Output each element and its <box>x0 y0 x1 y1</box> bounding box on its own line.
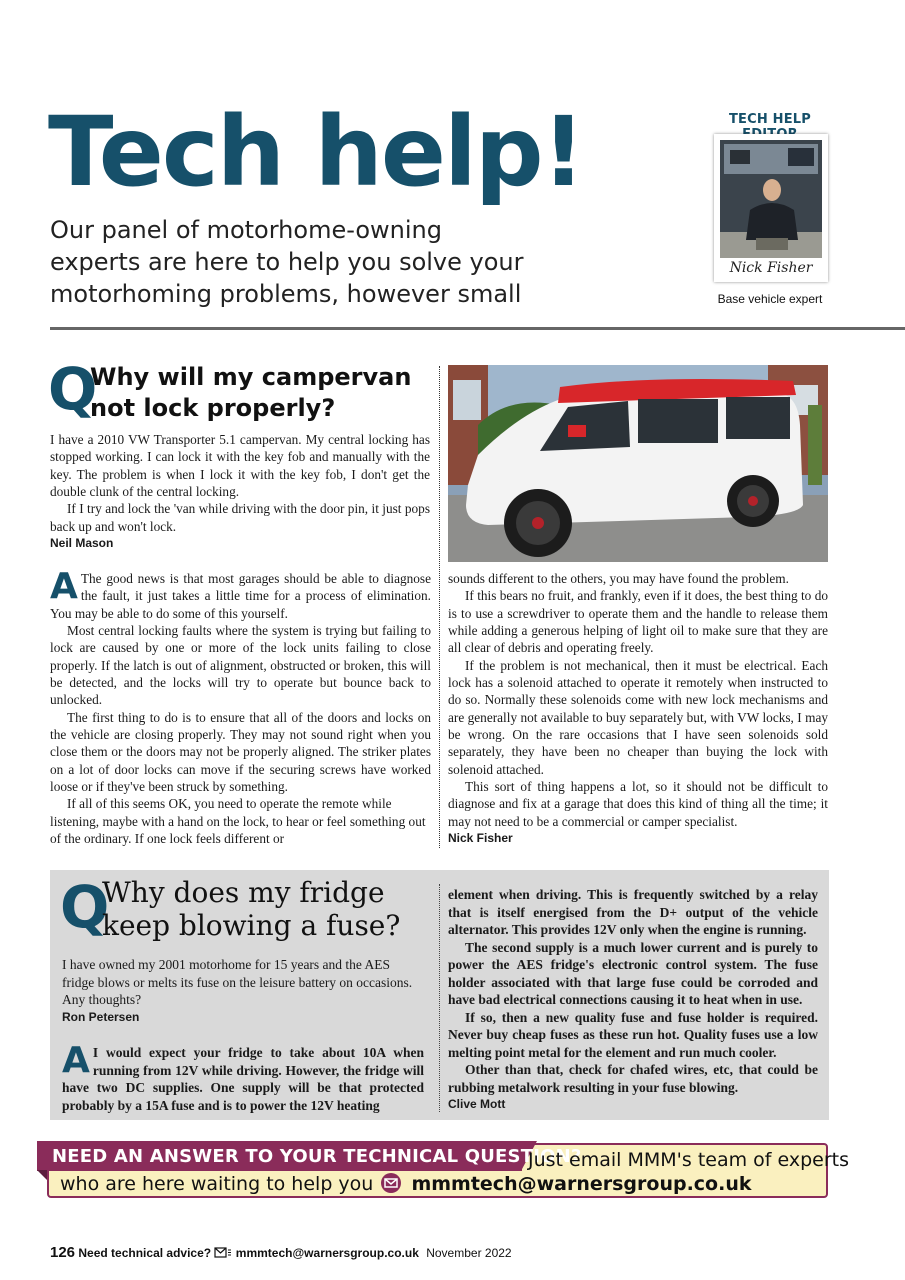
question-marker: Q <box>48 355 98 423</box>
answer-paragraph: The good news is that most garages should be able to diagnose the fault, it just takes a little time for a process of elimination. You may be able to do some of this yourself. <box>50 571 431 621</box>
answer-paragraph: If this bears no fruit, and frankly, even if it does, the best thing to do is to use a screwdriver to operate them and the handle to release them while adding a generous helping of light oil to make sure that they are all clear of debris and operating freely. <box>448 588 828 656</box>
answer-paragraph: Most central locking faults where the system is trying but failing to lock are caused by one or more of the lock units failing to close properly. If the latch is out of alignment, obstructed or broken, this will be detected, and the locks will try to operate but bounce back to unlocked. <box>50 623 431 708</box>
email-icon <box>381 1173 401 1193</box>
campervan-illustration <box>448 365 828 562</box>
editor-photo-illustration <box>720 140 822 258</box>
answer-paragraph: If all of this seems OK, you need to operate the remote while listening, maybe with a hand on the lock, to hear or feel something out of the ordinary. If one lock feels different or <box>50 796 426 847</box>
answer-paragraph: The second supply is a much lower current and is purely to power the AES fridge's electronic control system. The fuse holder associated with that large fuse could be corroded and have bad electrical connections causing it to heat when in use. <box>448 939 818 1007</box>
answer-paragraph: If so, then a new quality fuse and fuse holder is required. Never buy cheap fuses as these run hot. Quality fuses use a low melting point metal for the element and run much cooler. <box>448 1009 818 1060</box>
answer-paragraph: element when driving. This is frequently switched by a relay that is itself energised from the D+ output of the vehicle alternator. This provides 12V only when the engine is running. <box>448 887 818 937</box>
panel-column-divider <box>439 884 440 1112</box>
answer-1-right-column <box>448 570 828 848</box>
question-paragraph: I have a 2010 VW Transporter 5.1 campervan. My central locking has stopped working. I can lock it with the key fob and manually with the key. The problem is when I lock it with the key fob, I don't get the double clunk of the central locking. <box>50 432 430 500</box>
answer-2-right-column <box>448 886 818 1114</box>
cta-email-link[interactable]: mmmtech@warnersgroup.co.uk <box>411 1173 752 1195</box>
question-paragraph: I have owned my 2001 motorhome for 15 years and the AES fridge blows or melts its fuse on the leisure battery on occasions. Any thoughts? <box>62 957 413 1007</box>
cta-tab-fold <box>37 1170 47 1180</box>
answer-paragraph: sounds different to the others, you may have found the problem. <box>448 571 789 586</box>
page-title: Tech help! <box>48 96 584 208</box>
answer-marker: A <box>62 1040 90 1081</box>
footer-email-link[interactable]: mmmtech@warnersgroup.co.uk <box>235 1246 419 1260</box>
question-2-heading: Why does my fridge keep blowing a fuse? <box>102 876 401 942</box>
page-subtitle: Our panel of motorhome-owning experts are here to help you solve your motorhoming problems, however small <box>50 216 524 308</box>
editor-photo <box>720 140 822 258</box>
answer-paragraph: Other than that, check for chafed wires, etc, that could be rubbing metalwork resulting in your fuse blowing. <box>448 1062 818 1095</box>
question-2-author: Ron Petersen <box>62 1009 140 1024</box>
question-paragraph: If I try and lock the 'van while driving with the door pin, it just pops back up and won't lock. <box>50 501 430 534</box>
answer-2-left-column <box>62 1040 424 1114</box>
editor-role: Base vehicle expert <box>717 292 823 306</box>
answer-paragraph: If the problem is not mechanical, then it must be electrical. Each lock has a solenoid attached to operate it remotely when instructed to do so. Normally these solenoids come with new lock mechanisms and are generally not available to buy separately but, with VW locks, I may be wrong. On the rare occasions that I have seen solenoids sold separately, they have been no cheaper than buying the lock with solenoid attached. <box>448 657 828 777</box>
footer-date: November 2022 <box>426 1246 512 1260</box>
answer-1-author: Nick Fisher <box>448 831 513 846</box>
column-divider <box>439 366 440 848</box>
cta-question: NEED AN ANSWER TO YOUR TECHNICAL QUESTION? <box>52 1146 582 1167</box>
footer-prompt: Need technical advice? <box>78 1246 212 1260</box>
answer-paragraph: The first thing to do is to ensure that all of the doors and locks on the vehicle are closing properly. They may not sound right when you close them or the doors may not be properly aligned. The striker plates on a lot of door locks can move if the securing screws have worked loose or if they've been struck by something. <box>50 709 431 795</box>
editor-photo-frame <box>714 134 828 282</box>
cta-answer-line-2 <box>60 1172 752 1196</box>
question-1-heading: Why will my campervan not lock properly? <box>90 363 412 422</box>
question-1-body <box>50 431 430 552</box>
editor-label: TECH HELP <box>728 112 812 127</box>
answer-marker: A <box>50 566 78 607</box>
answer-1-left-column <box>50 566 431 848</box>
answer-2-author: Clive Mott <box>448 1097 506 1111</box>
question-2-body <box>62 956 424 1026</box>
cta-answer-line-1: Just email MMM's team of experts <box>528 1149 850 1171</box>
campervan-photo <box>448 365 828 562</box>
answer-paragraph: This sort of thing happens a lot, so it should not be difficult to diagnose and fix at a garage that does this kind of thing all the time; it may not need to be a commercial or camper specialist. <box>448 779 828 829</box>
editor-name: Nick Fisher <box>729 260 813 276</box>
email-icon <box>214 1246 232 1260</box>
header-divider <box>50 327 905 330</box>
question-1-author: Neil Mason <box>50 536 114 551</box>
page-number: 126 <box>50 1244 76 1261</box>
question-marker: Q <box>60 873 110 941</box>
page-footer <box>50 1244 512 1261</box>
cta-answer-text: who are here waiting to help you <box>60 1173 374 1195</box>
answer-paragraph: I would expect your fridge to take about 10A when running from 12V while driving. However, the fridge will have two DC supplies. One supply will be that protected probably by a 15A fuse and is to power the 12V heating <box>62 1045 424 1113</box>
